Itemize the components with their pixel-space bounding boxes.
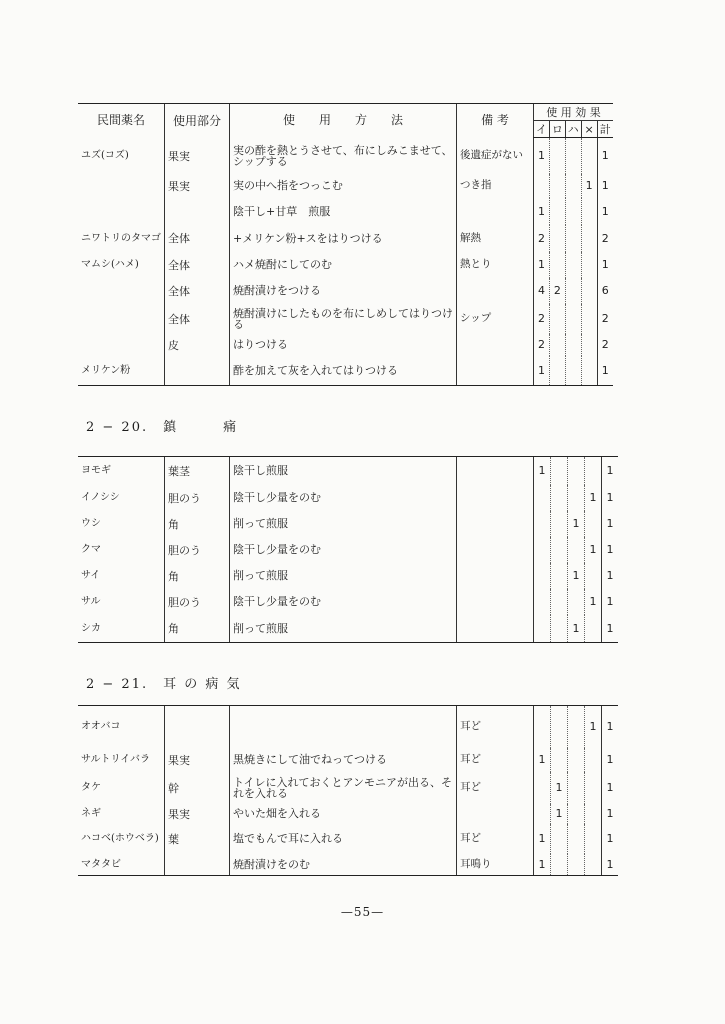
cell-i: 1 — [534, 824, 551, 854]
cell-note — [457, 356, 534, 386]
cell-method: 実の酢を熱とうさせて、布にしみこませて、シップする — [230, 138, 457, 174]
cell-ro — [549, 138, 565, 174]
cell-note: 耳鳴り — [457, 854, 534, 876]
cell-name: サル — [81, 596, 101, 607]
cell-x — [585, 772, 602, 804]
cell-ha — [568, 485, 585, 511]
cell-ha — [565, 174, 581, 198]
cell-note — [457, 198, 534, 225]
cell-name: ウシ — [81, 518, 101, 529]
cell-method: 陰干し少量をのむ — [230, 589, 457, 615]
table3-body — [78, 706, 618, 876]
table2-body — [78, 457, 618, 643]
cell-method: 削って煎服 — [230, 511, 457, 537]
cell-note — [457, 457, 534, 485]
cell-total: 2 — [597, 304, 613, 334]
cell-name: マタタビ — [78, 854, 165, 876]
cell-ha — [568, 589, 585, 615]
cell-ha — [565, 334, 581, 356]
cell-total: 1 — [602, 615, 619, 643]
cell-note — [457, 511, 534, 537]
table-row — [78, 252, 613, 278]
cell-total: 1 — [602, 804, 619, 824]
cell-ha — [565, 304, 581, 334]
table-row — [78, 225, 613, 252]
cell-x: 1 — [585, 706, 602, 748]
cell-method: 削って煎服 — [230, 615, 457, 643]
cell-name: メリケン粉 — [78, 356, 165, 386]
header-x: × — [581, 121, 597, 138]
cell-name: マムシ(ハメ) — [81, 259, 139, 270]
cell-total: 1 — [602, 563, 619, 589]
cell-note: 耳ど — [457, 706, 534, 748]
cell-part: 果実 — [165, 174, 230, 198]
cell-part: 皮 — [165, 334, 230, 356]
cell-name: ユズ(コズ) — [81, 150, 129, 161]
cell-name: サルトリイバラ — [81, 754, 150, 765]
cell-ha — [565, 198, 581, 225]
cell-part: 果実 — [165, 804, 230, 824]
cell-name: サイ — [81, 570, 101, 581]
cell-ro — [549, 252, 565, 278]
cell-name: タケ — [81, 782, 101, 793]
cell-note: 解熱 — [457, 225, 534, 252]
cell-x: 1 — [585, 589, 602, 615]
header-effect: 使 用 効 果 — [534, 104, 614, 121]
remedies-table-1 — [78, 103, 613, 386]
cell-part: 胆のう — [165, 485, 230, 511]
cell-note — [457, 563, 534, 589]
cell-name: ニワトリのタマゴ — [81, 232, 161, 244]
cell-x: 1 — [585, 537, 602, 563]
cell-method: 焼酎漬けをのむ — [230, 854, 457, 876]
cell-method: やいた畑を入れる — [230, 804, 457, 824]
cell-ro: 2 — [549, 278, 565, 304]
cell-x — [581, 334, 597, 356]
table-row — [78, 824, 618, 854]
cell-part: 果実 — [165, 138, 230, 174]
cell-name: クマ — [81, 544, 101, 555]
section-heading-2-21: 2 − 21. 耳 の 病 気 — [86, 677, 242, 692]
cell-method: 実の中へ指をつっこむ — [230, 174, 457, 198]
cell-note — [457, 278, 534, 304]
cell-part: 葉 — [165, 824, 230, 854]
cell-note: 後遺症がない — [457, 138, 534, 174]
cell-method — [230, 706, 457, 748]
cell-ha — [568, 537, 585, 563]
cell-ha: 1 — [568, 511, 585, 537]
table-row — [78, 198, 613, 225]
cell-ro — [551, 457, 568, 485]
cell-method: 陰干し煎服 — [230, 457, 457, 485]
cell-i: 2 — [534, 225, 550, 252]
cell-part: 全体 — [165, 304, 230, 334]
cell-x — [585, 457, 602, 485]
cell-ro: 1 — [551, 804, 568, 824]
cell-ro — [551, 748, 568, 772]
cell-name: イノシシ — [81, 492, 120, 503]
table-row — [78, 356, 613, 386]
cell-part: 果実 — [165, 748, 230, 772]
table-row — [78, 772, 618, 804]
remedies-table-2 — [78, 456, 618, 643]
cell-i — [534, 174, 550, 198]
cell-name — [78, 334, 165, 356]
cell-part: 幹 — [165, 772, 230, 804]
cell-part: 葉茎 — [165, 457, 230, 485]
cell-i: 1 — [534, 457, 551, 485]
cell-total: 2 — [597, 225, 613, 252]
cell-name: ネギ — [81, 808, 101, 819]
cell-ro — [551, 485, 568, 511]
cell-part: 胆のう — [165, 537, 230, 563]
cell-part — [165, 198, 230, 225]
cell-total: 1 — [597, 174, 613, 198]
cell-method: 削って煎服 — [230, 563, 457, 589]
cell-total: 1 — [602, 537, 619, 563]
cell-note — [457, 589, 534, 615]
table-row — [78, 706, 618, 748]
cell-i — [534, 804, 551, 824]
header-name: 民間薬名 — [78, 104, 165, 138]
cell-ro: 1 — [551, 772, 568, 804]
cell-method: 焼酎漬けにしたものを布にしめしてはりつける — [230, 304, 457, 334]
cell-part: 全体 — [165, 252, 230, 278]
cell-total: 1 — [602, 511, 619, 537]
cell-ro — [551, 563, 568, 589]
cell-ro — [549, 225, 565, 252]
cell-i: 4 — [534, 278, 550, 304]
cell-ro — [549, 304, 565, 334]
header-note: 備 考 — [457, 104, 534, 138]
cell-ha: 1 — [568, 615, 585, 643]
cell-x — [585, 854, 602, 876]
table1-body — [78, 138, 613, 386]
cell-ha — [568, 772, 585, 804]
cell-note — [457, 804, 534, 824]
cell-ro — [551, 854, 568, 876]
cell-i — [534, 589, 551, 615]
cell-name: ヨモギ — [78, 457, 165, 485]
cell-ha — [568, 854, 585, 876]
cell-x — [581, 252, 597, 278]
cell-i — [534, 706, 551, 748]
cell-part: 角 — [165, 563, 230, 589]
table-row — [78, 138, 613, 174]
remedies-table-3 — [78, 705, 618, 876]
cell-x — [585, 824, 602, 854]
cell-total: 6 — [597, 278, 613, 304]
cell-note: 耳ど — [457, 772, 534, 804]
cell-method: はりつける — [230, 334, 457, 356]
table-row — [78, 854, 618, 876]
cell-i: 2 — [534, 334, 550, 356]
table-row — [78, 589, 618, 615]
cell-ro — [549, 334, 565, 356]
cell-x — [581, 225, 597, 252]
cell-i — [534, 511, 551, 537]
cell-name — [78, 304, 165, 334]
table-row — [78, 615, 618, 643]
cell-note — [457, 334, 534, 356]
table-row — [78, 304, 613, 334]
cell-ro — [549, 356, 565, 386]
cell-x — [585, 563, 602, 589]
table-row — [78, 278, 613, 304]
header-total: 計 — [597, 121, 613, 138]
cell-part: 胆のう — [165, 589, 230, 615]
header-ha: ハ — [565, 121, 581, 138]
cell-total: 1 — [602, 457, 619, 485]
table-row — [78, 334, 613, 356]
cell-x — [585, 748, 602, 772]
cell-method: トイレに入れておくとアンモニアが出る、それを入れる — [230, 772, 457, 804]
cell-note: シップ — [457, 304, 534, 334]
cell-x — [585, 511, 602, 537]
cell-i: 1 — [534, 138, 550, 174]
cell-total: 1 — [602, 748, 619, 772]
table-row — [78, 563, 618, 589]
cell-note: 耳ど — [457, 748, 534, 772]
cell-i: 1 — [534, 854, 551, 876]
cell-total: 1 — [602, 485, 619, 511]
table-row — [78, 748, 618, 772]
cell-method: 塩でもんで耳に入れる — [230, 824, 457, 854]
cell-part: 全体 — [165, 225, 230, 252]
cell-total: 1 — [597, 198, 613, 225]
cell-i: 2 — [534, 304, 550, 334]
cell-i: 1 — [534, 356, 550, 386]
cell-ha — [568, 457, 585, 485]
cell-ha — [565, 278, 581, 304]
cell-part: 角 — [165, 511, 230, 537]
cell-total: 2 — [597, 334, 613, 356]
cell-x — [581, 198, 597, 225]
cell-x: 1 — [585, 485, 602, 511]
table-row — [78, 457, 618, 485]
cell-total: 1 — [602, 854, 619, 876]
cell-ro — [549, 198, 565, 225]
table-row — [78, 485, 618, 511]
cell-part — [165, 854, 230, 876]
cell-i — [534, 563, 551, 589]
cell-part: 角 — [165, 615, 230, 643]
cell-i — [534, 615, 551, 643]
cell-part — [165, 706, 230, 748]
cell-ro — [549, 174, 565, 198]
cell-ha — [568, 706, 585, 748]
cell-i: 1 — [534, 252, 550, 278]
cell-x — [581, 278, 597, 304]
cell-method: +メリケン粉+スをはりつける — [230, 225, 457, 252]
cell-ro — [551, 537, 568, 563]
cell-x — [581, 138, 597, 174]
cell-x: 1 — [581, 174, 597, 198]
cell-i: 1 — [534, 748, 551, 772]
cell-ro — [551, 615, 568, 643]
cell-ha — [565, 138, 581, 174]
cell-i — [534, 485, 551, 511]
cell-i — [534, 772, 551, 804]
cell-total: 1 — [597, 252, 613, 278]
cell-i: 1 — [534, 198, 550, 225]
cell-total: 1 — [602, 824, 619, 854]
cell-ro — [551, 824, 568, 854]
cell-note: つき指 — [457, 174, 534, 198]
page-number: —55— — [340, 905, 385, 919]
table-row — [78, 804, 618, 824]
header-ro: ロ — [549, 121, 565, 138]
cell-i — [534, 537, 551, 563]
cell-note: 熱とり — [457, 252, 534, 278]
cell-method: 酢を加えて灰を入れてはりつける — [230, 356, 457, 386]
cell-part — [165, 356, 230, 386]
header-part: 使用部分 — [165, 104, 230, 138]
cell-method: ハメ焼酎にしてのむ — [230, 252, 457, 278]
cell-total: 1 — [602, 772, 619, 804]
cell-ro — [551, 589, 568, 615]
cell-method: 陰干し+甘草 煎服 — [230, 198, 457, 225]
cell-x — [581, 304, 597, 334]
cell-total: 1 — [597, 356, 613, 386]
table-row — [78, 174, 613, 198]
cell-name: ハコベ(ホウベラ) — [81, 833, 159, 844]
cell-ha — [568, 804, 585, 824]
cell-method: 黒焼きにして油でねってつける — [230, 748, 457, 772]
cell-ha — [565, 225, 581, 252]
cell-note — [457, 615, 534, 643]
table-row — [78, 537, 618, 563]
cell-ro — [551, 706, 568, 748]
table-row — [78, 511, 618, 537]
cell-name — [78, 278, 165, 304]
cell-method: 陰干し少量をのむ — [230, 485, 457, 511]
cell-part: 全体 — [165, 278, 230, 304]
cell-x — [585, 804, 602, 824]
cell-total: 1 — [602, 706, 619, 748]
section-heading-2-20: 2 − 20. 鎮 痛 — [86, 420, 239, 435]
cell-name — [78, 198, 165, 225]
cell-total: 1 — [602, 589, 619, 615]
cell-ro — [551, 511, 568, 537]
cell-x — [585, 615, 602, 643]
cell-x — [581, 356, 597, 386]
cell-method: 焼酎漬けをつける — [230, 278, 457, 304]
cell-method: 陰干し少量をのむ — [230, 537, 457, 563]
header-i: イ — [534, 121, 550, 138]
cell-ha — [565, 252, 581, 278]
cell-name — [78, 174, 165, 198]
cell-name: オオバコ — [78, 706, 165, 748]
cell-note: 耳ど — [457, 824, 534, 854]
cell-total: 1 — [597, 138, 613, 174]
cell-ha — [568, 748, 585, 772]
cell-ha — [568, 824, 585, 854]
header-method: 使 用 方 法 — [230, 104, 457, 138]
cell-note — [457, 537, 534, 563]
cell-ha: 1 — [568, 563, 585, 589]
cell-note — [457, 485, 534, 511]
cell-ha — [565, 356, 581, 386]
cell-name: シカ — [78, 615, 165, 643]
